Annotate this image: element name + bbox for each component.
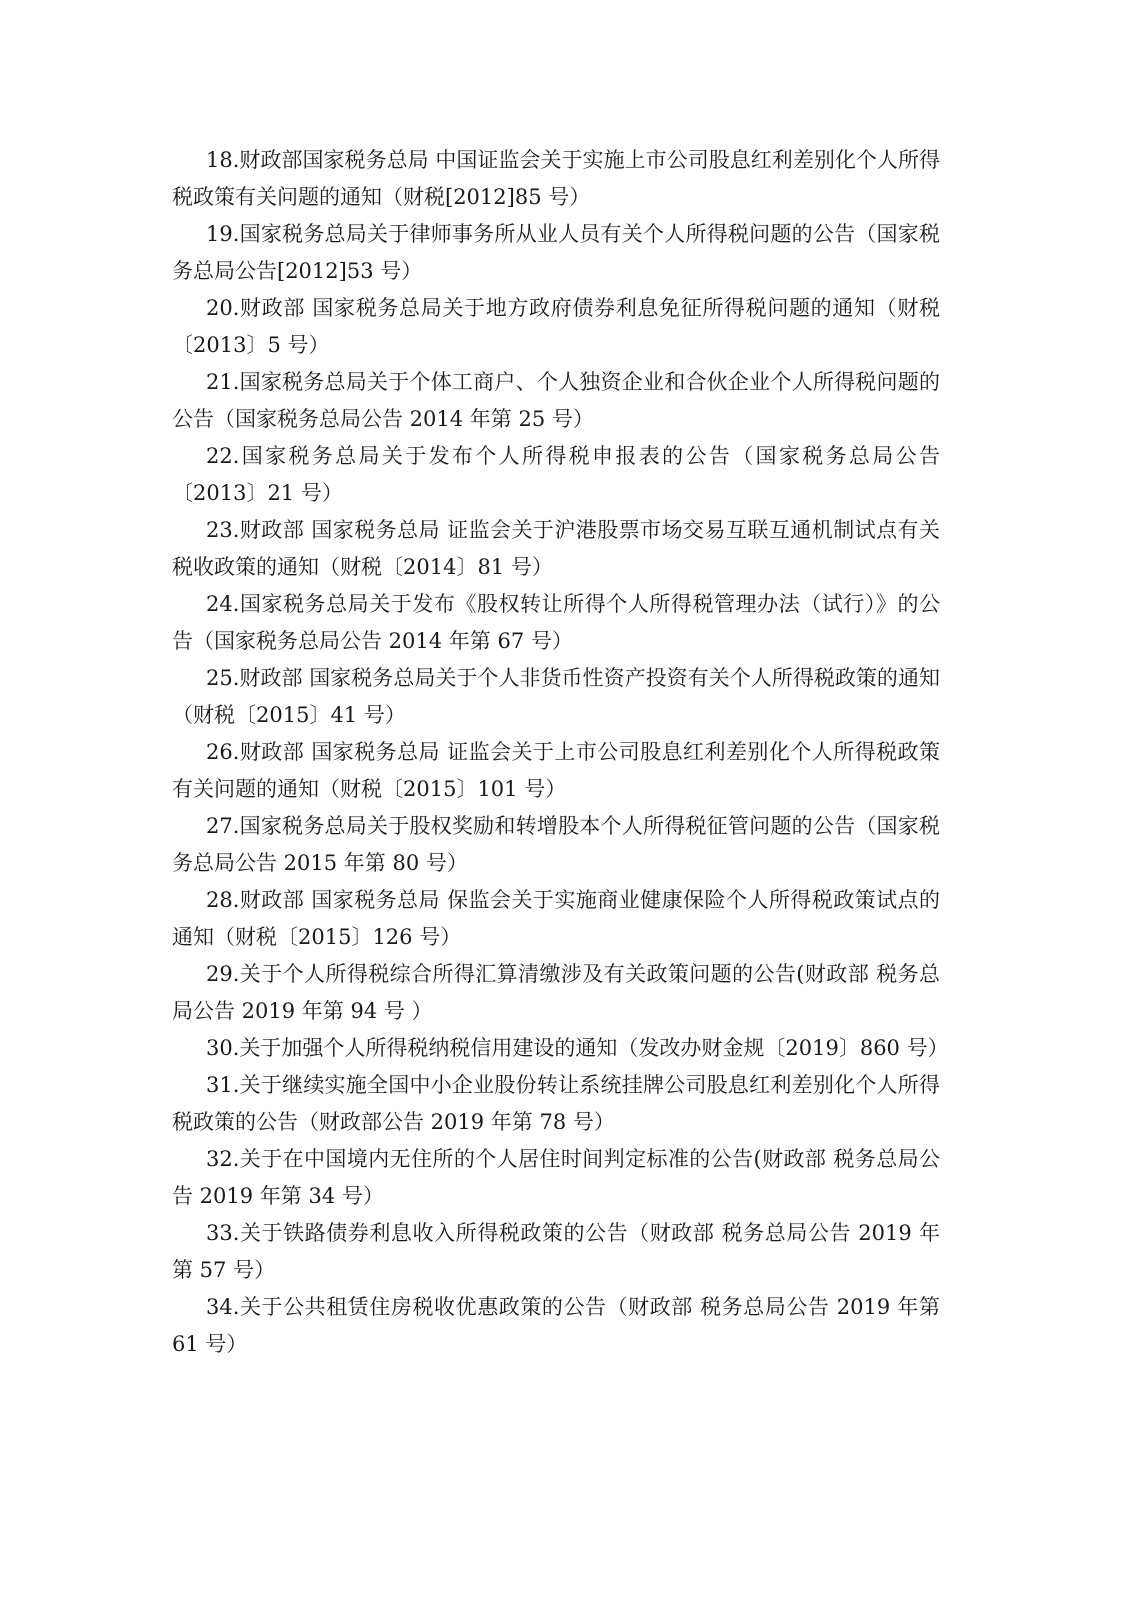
list-item: 23.财政部 国家税务总局 证监会关于沪港股票市场交易互联互通机制试点有关税收政策的通知（财税〔2014〕81 号）: [172, 518, 940, 579]
list-item: 19.国家税务总局关于律师事务所从业人员有关个人所得税问题的公告（国家税务总局公告[2012]53 号）: [172, 222, 940, 283]
list-item: 22.国家税务总局关于发布个人所得税申报表的公告（国家税务总局公告〔2013〕21 号）: [172, 444, 940, 505]
list-item: 30.关于加强个人所得税纳税信用建设的通知（发改办财金规〔2019〕860 号）: [206, 1036, 949, 1060]
list-item: 27.国家税务总局关于股权奖励和转增股本个人所得税征管问题的公告（国家税务总局公告 2015 年第 80 号）: [172, 814, 940, 875]
list-item: 29.关于个人所得税综合所得汇算清缴涉及有关政策问题的公告(财政部 税务总局公告 2019 年第 94 号 ）: [172, 962, 940, 1023]
list-item: 25.财政部 国家税务总局关于个人非货币性资产投资有关个人所得税政策的通知（财税〔2015〕41 号）: [172, 666, 940, 727]
list-item: 28.财政部 国家税务总局 保监会关于实施商业健康保险个人所得税政策试点的通知（财税〔2015〕126 号）: [172, 888, 940, 949]
list-item: 31.关于继续实施全国中小企业股份转让系统挂牌公司股息红利差别化个人所得税政策的公告（财政部公告 2019 年第 78 号）: [172, 1073, 940, 1134]
list-item: 20.财政部 国家税务总局关于地方政府债券利息免征所得税问题的通知（财税〔2013〕5 号）: [172, 296, 940, 357]
list-item: 21.国家税务总局关于个体工商户、个人独资企业和合伙企业个人所得税问题的公告（国家税务总局公告 2014 年第 25 号）: [172, 370, 940, 431]
list-item: 34.关于公共租赁住房税收优惠政策的公告（财政部 税务总局公告 2019 年第 61 号）: [172, 1295, 940, 1356]
regulation-list: [172, 142, 949, 1363]
list-item: 18.财政部国家税务总局 中国证监会关于实施上市公司股息红利差别化个人所得税政策有关问题的通知（财税[2012]85 号）: [172, 148, 940, 209]
list-item: 26.财政部 国家税务总局 证监会关于上市公司股息红利差别化个人所得税政策有关问题的通知（财税〔2015〕101 号）: [172, 740, 940, 801]
list-item: 24.国家税务总局关于发布《股权转让所得个人所得税管理办法（试行）》的公告（国家税务总局公告 2014 年第 67 号）: [172, 592, 940, 653]
list-item: 33.关于铁路债券利息收入所得税政策的公告（财政部 税务总局公告 2019 年第 57 号）: [172, 1221, 940, 1282]
list-item: 32.关于在中国境内无住所的个人居住时间判定标准的公告(财政部 税务总局公告 2019 年第 34 号）: [172, 1147, 940, 1208]
